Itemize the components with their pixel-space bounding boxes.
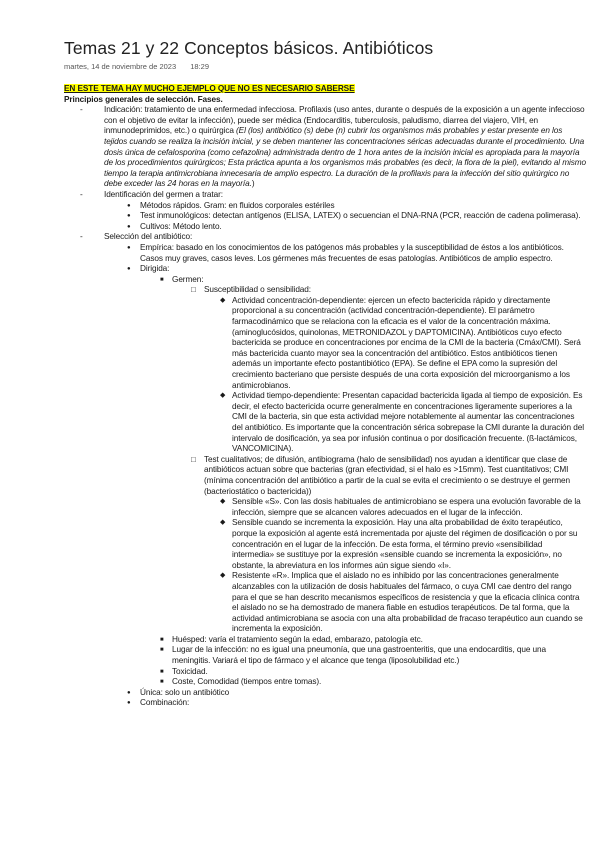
sensibilidad-sublist (204, 497, 586, 635)
section-heading: Principios generales de selección. Fases. (64, 94, 223, 104)
list-item-actividad-concentracion: ◆ Actividad concentración-dependiente: ejercen un efecto bactericida rápido y directamente proporcional a su concentración (actividad concentración-dependiente). El parámetro farmacodinámico que se relaciona con la eficacia es el valor de la concentración máxima. (aminoglucósidos, quinolonas, METRONIDAZOL y DAPTOMICINA). Antibióticos cuyo efecto bactericida se produce en concentraciones por encima de la CMI de la bacteria (Cmáx/CMI). Será más bactericida cuanto mayor sea la concentración del antibiótico. Estos antibióticos tienen además un importante efecto postantibiótico (EPA). Se define el EPA como la supresión del crecimiento bacteriano que persiste después de una corta exposición del microorganismo a los antimicrobianos. (232, 296, 586, 391)
list-item-huesped: ■ Huésped: varía el tratamiento según la edad, embarazo, patología etc. (172, 635, 586, 646)
list-item: ● Cultivos: Método lento. (140, 222, 586, 233)
list-item-toxicidad: ■ Toxicidad. (172, 667, 586, 678)
identificacion-label: Identificación del germen a tratar: (104, 189, 223, 199)
list-item-identificacion (104, 190, 586, 232)
list-item-sensible-incrementa: ◆ Sensible cuando se incrementa la exposición. Hay una alta probabilidad de éxito terapéutico, porque la exposición al agente está incrementada por ajuste del régimen de dosificación o por su concentración en el lugar de la infección. De esta forma, el término previo «sensibilidad intermedia» se sustituye por la expresión «sensible cuando se incrementa la exposición», no obstante, la abreviatura en los informes aún sigue siendo «I». (232, 518, 586, 571)
page-date: martes, 14 de noviembre de 2023 (64, 62, 177, 71)
list-item-empirica: ● Empírica: basado en los conocimientos de los patógenos más probables y la susceptibilidad de éstos a los antibióticos. Casos muy graves, casos leves. Los gérmenes más frecuentes de esas patologías. Antibióticos de amplio espectro. (140, 243, 586, 264)
list-item-indicacion (104, 105, 586, 190)
list-item-seleccion (104, 232, 586, 709)
list-item-combinacion: ● Combinación: (140, 698, 586, 709)
dirigida-label: Dirigida: (140, 264, 170, 274)
list-item-coste: ■ Coste, Comodidad (tiempos entre tomas). (172, 677, 586, 688)
germen-sublist (172, 285, 586, 635)
dirigida-sublist (140, 275, 586, 688)
page-title: Temas 21 y 22 Conceptos básicos. Antibióticos (64, 38, 434, 58)
list-item-actividad-tiempo: ◆ Actividad tiempo-dependiente: Presentan capacidad bactericida ligada al tiempo de exposición. Es decir, el efecto bactericida ocurre generalmente en concentraciones ligeramente superiores a la CMI de la bacteria, sin que esta actividad mejore notablemente al aumentar las concentraciones del antibiótico. Es importante que la concentración sérica sobrepase la CMI durante la duración del intervalo de dosificación, ya sea por infusión continua o por dosificación frecuente. (ß-lactámicos, VANCOMICINA). (232, 391, 586, 455)
seleccion-label: Selección del antibiótico: (104, 232, 193, 242)
list-item-susceptibilidad (204, 285, 586, 455)
seleccion-sublist (104, 243, 586, 709)
list-item-sensible: ◆ Sensible «S». Con las dosis habituales de antimicrobiano se espera una evolución favorable de la infección, siempre que se alcancen valores adecuados en el lugar de la infección. (232, 497, 586, 518)
list-item-germen (172, 275, 586, 635)
list-item-lugar: ■ Lugar de la infección: no es igual una pneumonía, que una gastroenteritis, que una endocarditis, que una meningitis. Variará el tipo de fármaco y el alcance que tenga (liposolubilidad etc.) (172, 645, 586, 666)
identificacion-sublist (104, 201, 586, 233)
list-item-resistente: ◆ Resistente «R». Implica que el aislado no es inhibido por las concentraciones generalmente alcanzables con la utilización de dosis habituales del fármaco, o cuya CMI cae dentro del rango para el que se han descrito mecanismos específicos de resistencia y que la eficacia clínica contra el aislado no se ha demostrado de manera fiable en estudios terapéuticos. De tal forma, que la actividad antimicrobiana se asocia con una alta probabilidad de fracaso terapéutico aun cuando se incrementa la exposición. (232, 571, 586, 635)
page-time: 18:29 (190, 62, 210, 71)
susceptibilidad-label: Susceptibilidad o sensibilidad: (204, 285, 311, 295)
list-item: ● Test inmunológicos: detectan antígenos (ELISA, LATEX) o secuencian el DNA-RNA (PCR, reacción de cadena polimerasa). (140, 211, 586, 222)
indicacion-italic: (El (los) antibiótico (s) debe (n) cubrir los organismos más probables y estar presente en los tejidos cuando se realiza la incisión inicial, y se deben mantener las concentraciones séricas adecuadas durante el procedimiento. Una dosis única de cefalosporina (como cefazolina) administrada dentro de 1 hora antes de la incisión inicial es apropiada para la mayoría de los procedimientos quirúrgicos; Esta práctica apunta a los organismos más probables (es decir, la flora de la piel), evitando al mismo tiempo la terapia antimicrobiana innecesaria de amplio espectro. La duración de la profilaxis para la infección del sitio quirúrgico no debe exceder las 24 horas en la mayoría. (104, 126, 587, 189)
list-item-unica: ● Única: solo un antibiótico (140, 688, 586, 699)
note-content (64, 84, 586, 709)
germen-label: Germen: (172, 274, 204, 284)
page-meta (64, 62, 209, 71)
list-item-dirigida (140, 264, 586, 688)
phase-list (64, 105, 586, 709)
indicacion-text: Indicación: tratamiento de una enfermedad infecciosa. Profilaxis (uso antes, durante o después de la exposición a un agente infeccioso con el objetivo de evitar la infección), puede ser médica (Endocarditis, tuberculosis, paludismo, diarrea del viajero, VIH, en inmunodeprimidos, etc.) o quirúrgica (104, 105, 585, 136)
indicacion-tail: ) (251, 179, 255, 189)
test-cualitativos-text: Test cualitativos; de difusión, antibiograma (halo de sensibilidad) nos ayudan a identificar que clase de antibióticos actuan sobre que bacterias (gran efectividad, si el halo es >15mm). Test cuantitativos; CMI (mínima concentración del antibiótico a partir de la cual se evita el crecimiento o se destruye el germen (bacteriostático o bactericida)) (204, 454, 570, 496)
susceptibilidad-sublist (204, 296, 586, 455)
highlighted-notice: EN ESTE TEMA HAY MUCHO EJEMPLO QUE NO ES NECESARIO SABERSE (64, 84, 355, 93)
list-item-test-cualitativos (204, 455, 586, 635)
notice-line (64, 84, 586, 95)
list-item: ● Métodos rápidos. Gram: en fluidos corporales estériles (140, 201, 586, 212)
